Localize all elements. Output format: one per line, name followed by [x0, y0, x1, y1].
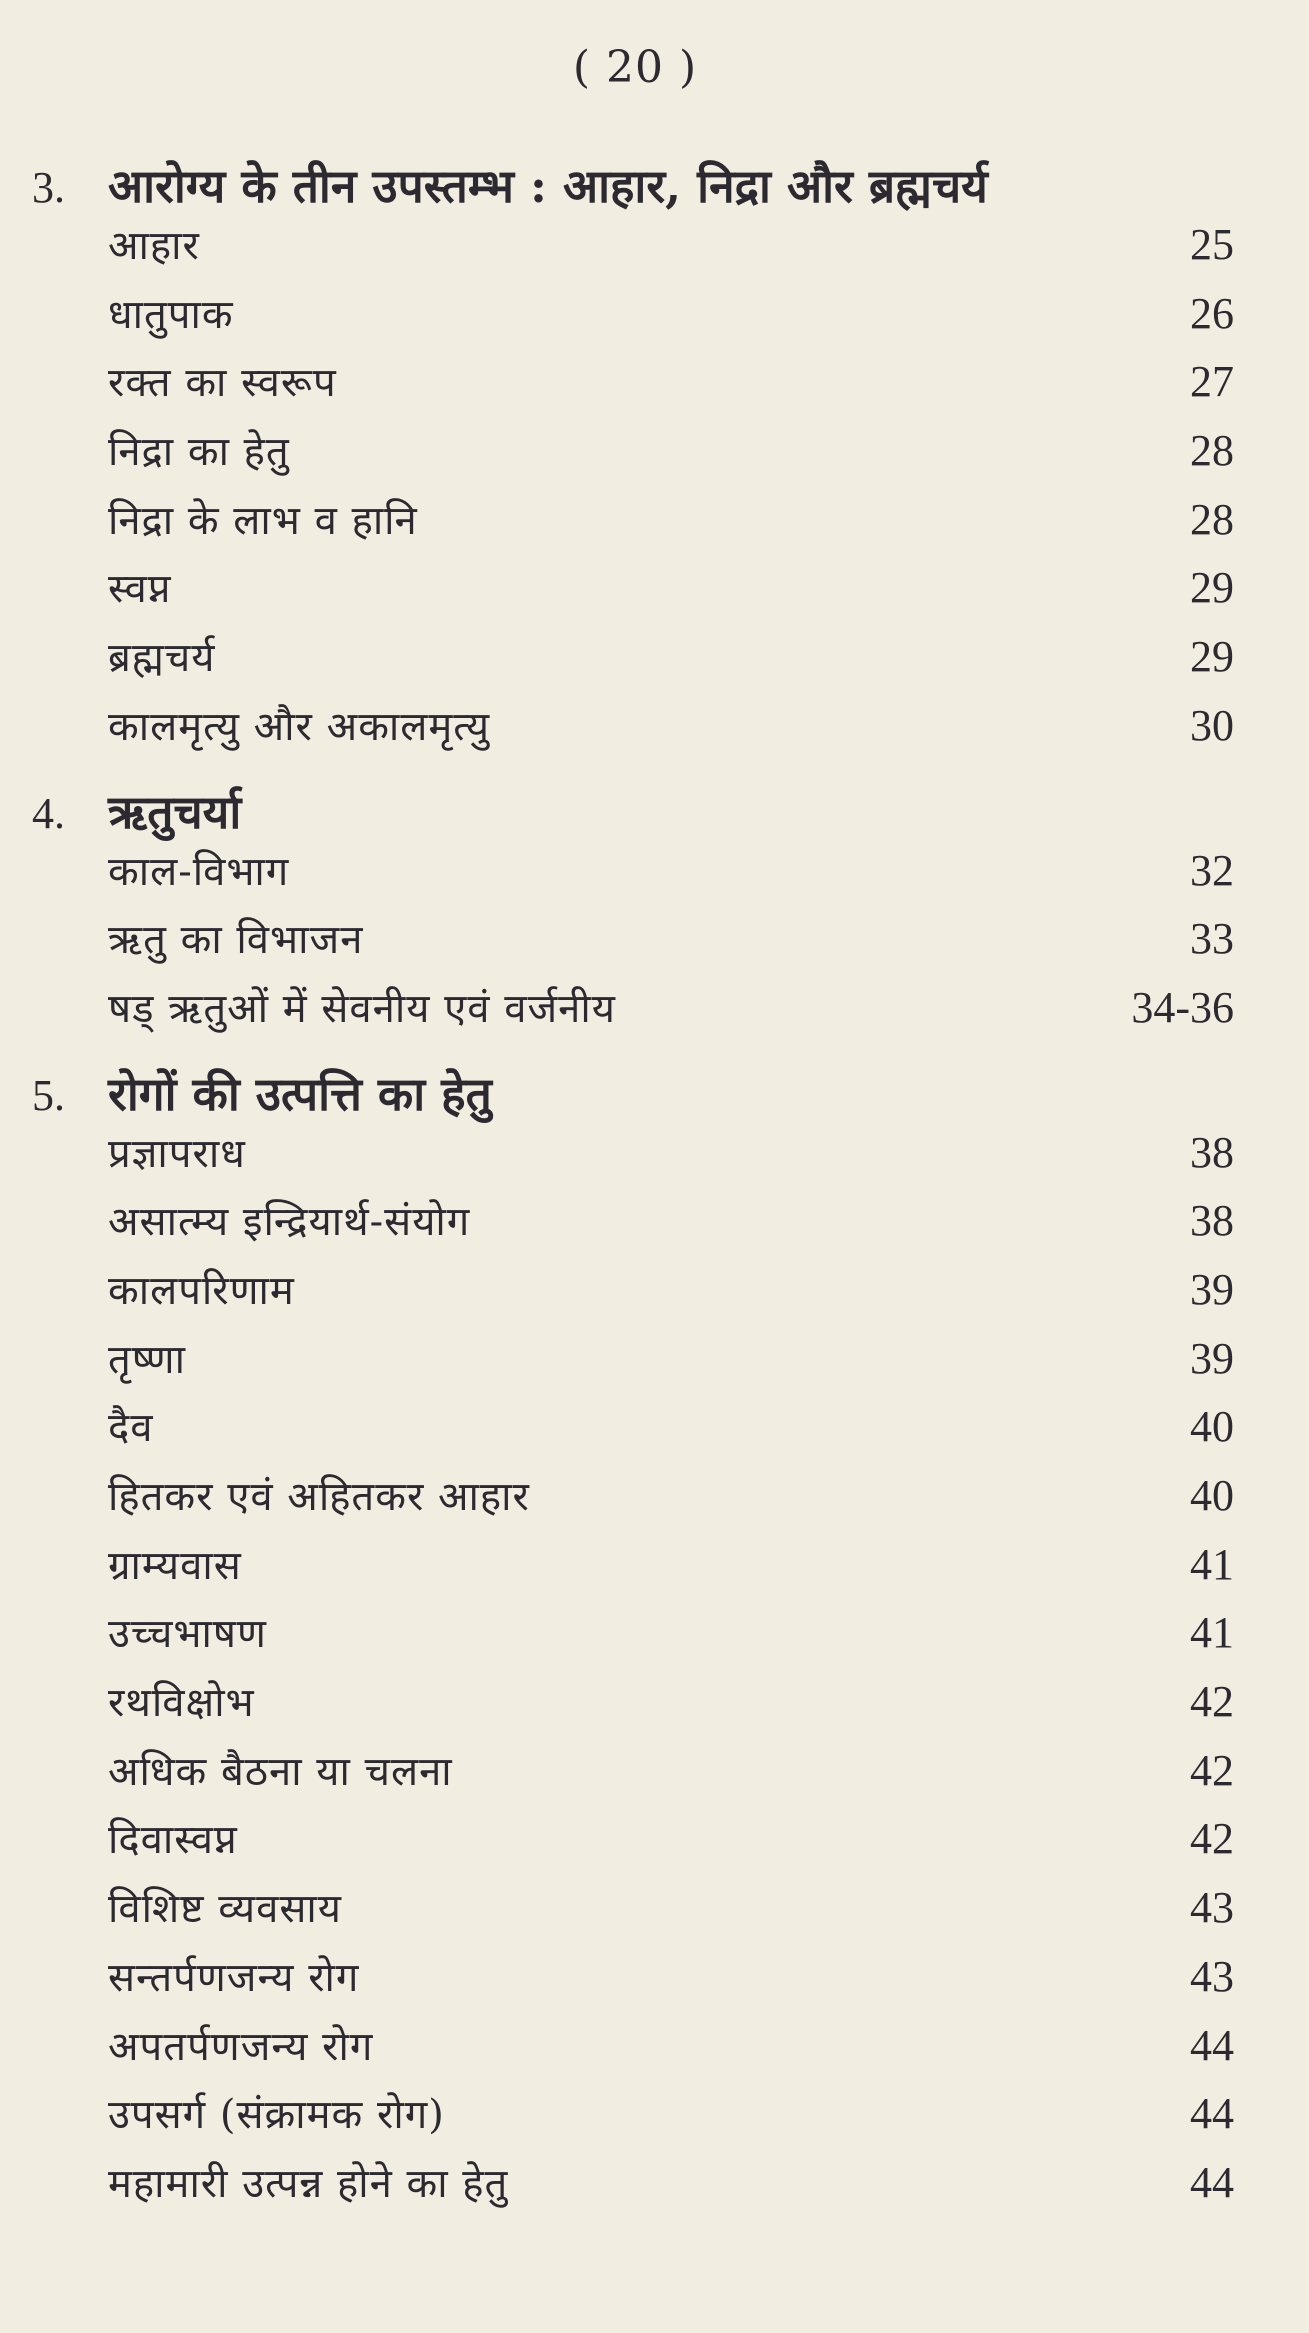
entry-label: प्रज्ञापराध	[108, 1130, 246, 1177]
entry-label: अधिक बैठना या चलना	[108, 1748, 453, 1795]
entry-page-number: 40	[1190, 1471, 1234, 1520]
entry-page-number: 26	[1190, 288, 1234, 338]
entry-page-number: 42	[1190, 1745, 1234, 1795]
toc-entry[interactable]	[0, 910, 1309, 979]
entry-page-number: 44	[1190, 2089, 1234, 2139]
entry-page-number: 28	[1190, 494, 1234, 544]
entry-page-number: 39	[1190, 1264, 1234, 1314]
entry-page-number: 39	[1190, 1333, 1234, 1383]
toc-section-5	[0, 1062, 1309, 2223]
entry-label: दिवास्वप्न	[108, 1817, 238, 1864]
toc-section-4	[0, 780, 1309, 1048]
entry-page-number: 29	[1190, 563, 1234, 613]
toc-entry[interactable]	[0, 1742, 1309, 1811]
entry-page-number: 42	[1190, 1814, 1234, 1864]
entry-label: निद्रा का हेतु	[108, 429, 290, 476]
entry-label: रक्त का स्वरूप	[108, 360, 337, 407]
entry-page-number: 28	[1190, 426, 1234, 476]
section-number: 5.	[32, 1070, 65, 1120]
toc-entry[interactable]	[0, 1261, 1309, 1330]
toc-entry[interactable]	[0, 1124, 1309, 1193]
toc-entry[interactable]	[0, 1879, 1309, 1948]
entry-label: धातुपाक	[108, 291, 234, 338]
entry-label: अपतर्पणजन्य रोग	[108, 2023, 374, 2070]
section-heading	[0, 1062, 1309, 1124]
entry-page-number: 38	[1190, 1196, 1234, 1246]
section-entries	[0, 842, 1309, 1048]
entry-label: काल-विभाग	[108, 848, 290, 895]
entry-label: ऋतु का विभाजन	[108, 917, 364, 964]
entry-label: तृष्णा	[108, 1336, 186, 1383]
table-of-contents	[0, 150, 1309, 2223]
entry-label: स्वप्न	[108, 566, 172, 613]
entry-label: रथविक्षोभ	[108, 1680, 255, 1727]
toc-entry[interactable]	[0, 1673, 1309, 1742]
toc-entry[interactable]	[0, 2154, 1309, 2223]
entry-page-number: 44	[1190, 2020, 1234, 2070]
entry-label: महामारी उत्पन्न होने का हेतु	[108, 2160, 509, 2207]
toc-entry[interactable]	[0, 285, 1309, 354]
entry-page-number: 44	[1190, 2157, 1234, 2207]
entry-label: सन्तर्पणजन्य रोग	[108, 1954, 360, 2001]
entry-label: हितकर एवं अहितकर आहार	[108, 1474, 530, 1520]
page-number: ( 20 )	[572, 42, 698, 93]
toc-entry[interactable]	[0, 1810, 1309, 1879]
section-heading	[0, 780, 1309, 842]
entry-label: कालमृत्यु और अकालमृत्यु	[108, 703, 491, 750]
entry-page-number: 41	[1190, 1608, 1234, 1658]
toc-entry[interactable]	[0, 2085, 1309, 2154]
entry-page-number: 43	[1190, 1951, 1234, 2001]
toc-entry[interactable]	[0, 1604, 1309, 1673]
toc-entry[interactable]	[0, 216, 1309, 285]
section-entries	[0, 1124, 1309, 2223]
toc-entry[interactable]	[0, 1536, 1309, 1605]
entry-page-number: 34-36	[1131, 982, 1234, 1032]
section-heading	[0, 154, 1309, 216]
entry-label: उपसर्ग (संक्रामक रोग)	[108, 2092, 445, 2139]
entry-page-number: 40	[1190, 1402, 1234, 1452]
toc-entry[interactable]	[0, 979, 1309, 1048]
entry-label: आहार	[108, 223, 200, 269]
entry-page-number: 42	[1190, 1677, 1234, 1727]
section-gap	[0, 766, 1309, 776]
entry-page-number: 41	[1190, 1539, 1234, 1589]
entry-label: विशिष्ट व्यवसाय	[108, 1886, 342, 1933]
toc-entry[interactable]	[0, 353, 1309, 422]
section-number: 4.	[32, 788, 65, 838]
entry-label: निद्रा के लाभ व हानि	[108, 497, 418, 544]
entry-label: असात्म्य इन्द्रियार्थ-संयोग	[108, 1199, 471, 1246]
entry-label: षड् ऋतुओं में सेवनीय एवं वर्जनीय	[108, 985, 616, 1032]
entry-page-number: 32	[1190, 845, 1234, 895]
toc-section-3	[0, 154, 1309, 766]
section-title: रोगों की उत्पत्ति का हेतु	[108, 1066, 492, 1121]
entry-label: उच्चभाषण	[108, 1611, 267, 1658]
section-gap	[0, 1048, 1309, 1058]
toc-entry[interactable]	[0, 842, 1309, 911]
toc-entry[interactable]	[0, 1398, 1309, 1467]
toc-entry[interactable]	[0, 422, 1309, 491]
section-entries	[0, 216, 1309, 766]
toc-entry[interactable]	[0, 628, 1309, 697]
toc-entry[interactable]	[0, 2017, 1309, 2086]
toc-entry[interactable]	[0, 1330, 1309, 1399]
section-number: 3.	[32, 163, 65, 212]
entry-page-number: 33	[1190, 914, 1234, 964]
toc-entry[interactable]	[0, 559, 1309, 628]
section-title: ऋतुचर्या	[108, 784, 242, 839]
toc-entry[interactable]	[0, 1948, 1309, 2017]
toc-entry[interactable]	[0, 1467, 1309, 1536]
entry-label: ग्राम्यवास	[108, 1542, 242, 1589]
section-title: आरोग्य के तीन उपस्तम्भ : आहार, निद्रा और ब्रह्मचर्य	[108, 159, 988, 213]
entry-label: कालपरिणाम	[108, 1267, 295, 1314]
entry-page-number: 43	[1190, 1883, 1234, 1933]
entry-page-number: 29	[1190, 632, 1234, 682]
toc-entry[interactable]	[0, 697, 1309, 766]
entry-page-number: 30	[1190, 700, 1234, 750]
entry-page-number: 25	[1190, 220, 1234, 269]
entry-page-number: 27	[1190, 357, 1234, 407]
toc-entry[interactable]	[0, 491, 1309, 560]
toc-entry[interactable]	[0, 1192, 1309, 1261]
entry-label: दैव	[108, 1405, 154, 1452]
entry-label: ब्रह्मचर्य	[108, 635, 216, 682]
entry-page-number: 38	[1190, 1127, 1234, 1177]
